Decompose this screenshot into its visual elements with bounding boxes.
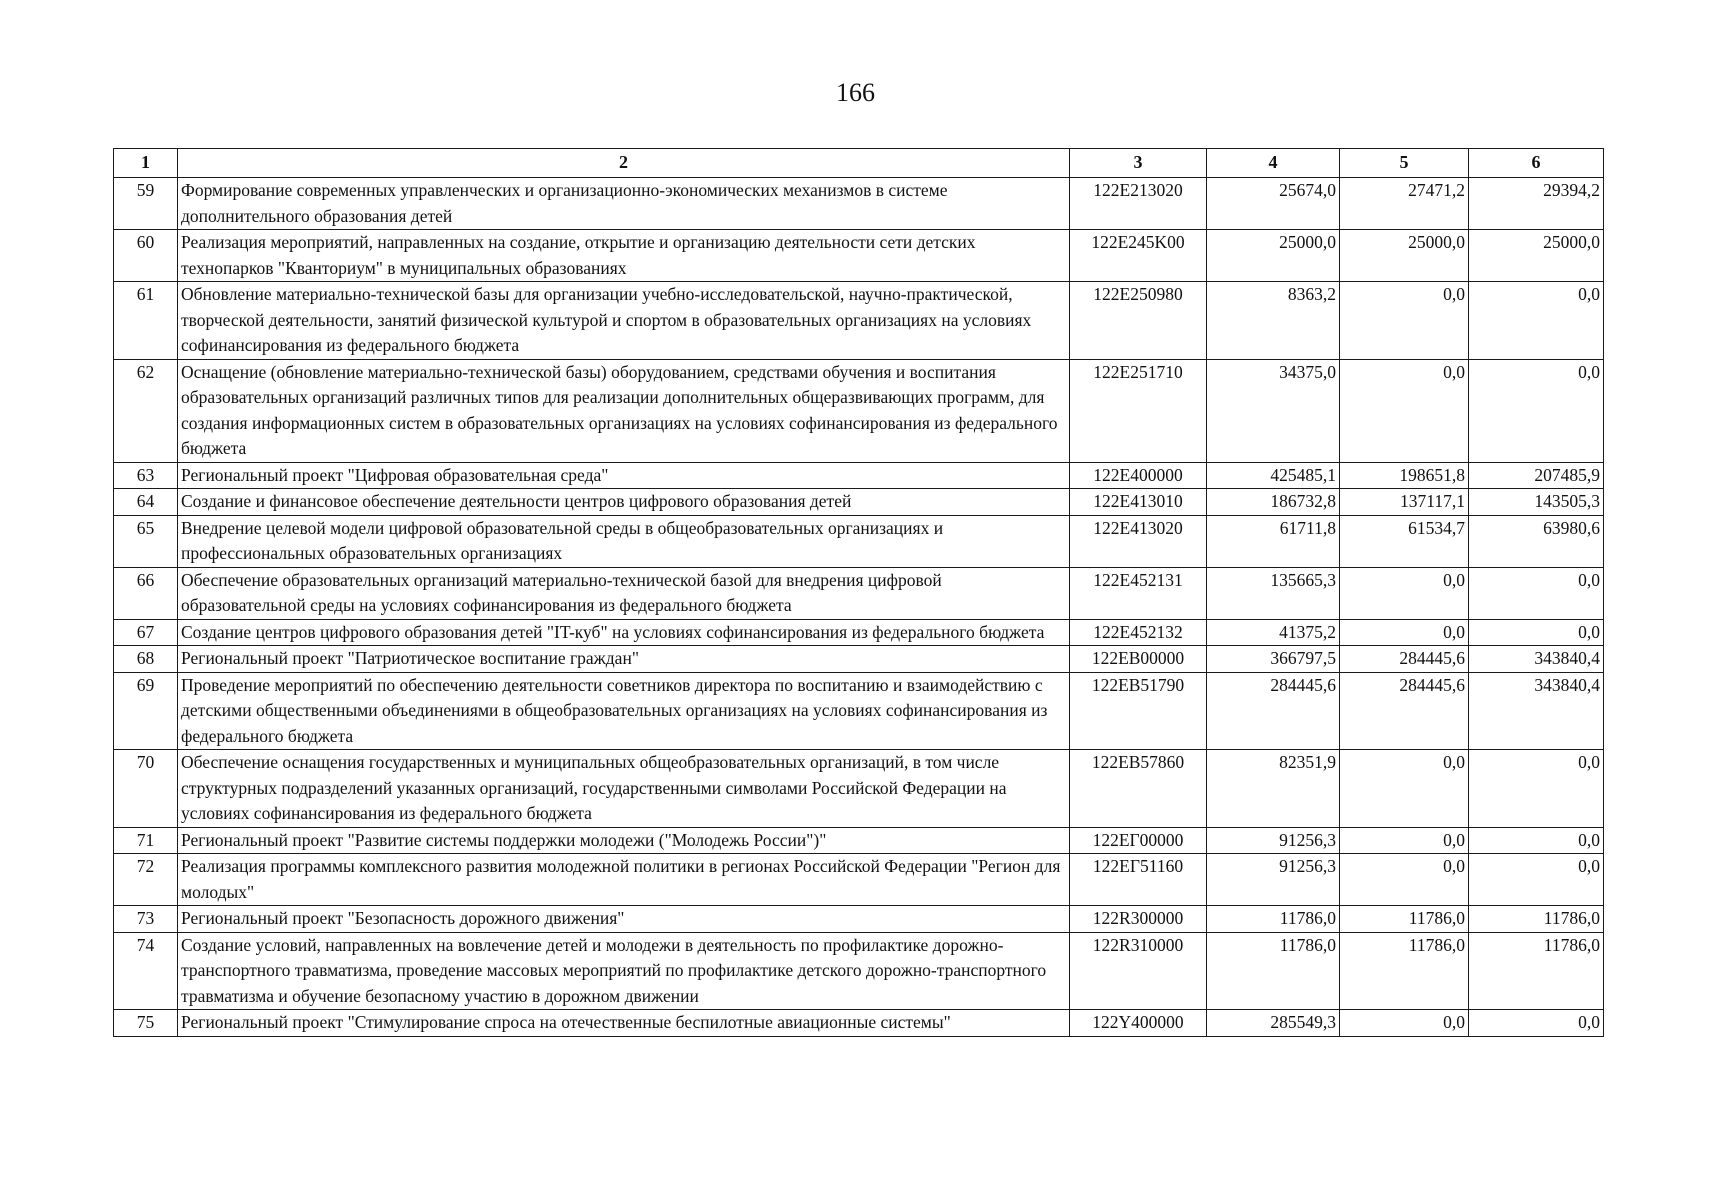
row-value-col6: 143505,3 <box>1469 489 1604 516</box>
row-number: 74 <box>114 932 178 1010</box>
row-number: 71 <box>114 827 178 854</box>
row-description: Региональный проект "Цифровая образовательная среда" <box>178 462 1070 489</box>
row-value-col6: 63980,6 <box>1469 515 1604 567</box>
row-value-col5: 0,0 <box>1340 359 1469 462</box>
row-value-col5: 198651,8 <box>1340 462 1469 489</box>
row-number: 73 <box>114 906 178 933</box>
row-value-col6: 0,0 <box>1469 359 1604 462</box>
row-value-col5: 0,0 <box>1340 854 1469 906</box>
row-value-col4: 284445,6 <box>1207 672 1340 750</box>
row-code: 122EB57860 <box>1070 750 1207 828</box>
row-value-col6: 29394,2 <box>1469 178 1604 230</box>
row-value-col4: 25000,0 <box>1207 230 1340 282</box>
row-code: 122EГ51160 <box>1070 854 1207 906</box>
header-col-6: 6 <box>1469 149 1604 178</box>
table-row <box>114 750 1604 828</box>
row-description: Обновление материально-технической базы для организации учебно-исследовательской, научно-практической, творческой деятельности, занятий физической культурой и спортом в образовательных организациях на условиях софинансирования из федерального бюджета <box>178 282 1070 360</box>
row-value-col6: 0,0 <box>1469 854 1604 906</box>
row-value-col6: 0,0 <box>1469 567 1604 619</box>
row-value-col6: 11786,0 <box>1469 906 1604 933</box>
table-row <box>114 489 1604 516</box>
header-row <box>114 149 1604 178</box>
table-row <box>114 672 1604 750</box>
row-number: 66 <box>114 567 178 619</box>
row-description: Внедрение целевой модели цифровой образовательной среды в общеобразовательных организациях и профессиональных образовательных организациях <box>178 515 1070 567</box>
row-value-col6: 25000,0 <box>1469 230 1604 282</box>
row-value-col5: 137117,1 <box>1340 489 1469 516</box>
row-number: 75 <box>114 1010 178 1037</box>
row-value-col5: 0,0 <box>1340 827 1469 854</box>
row-description: Формирование современных управленческих и организационно-экономических механизмов в системе дополнительного образования детей <box>178 178 1070 230</box>
row-code: 122E452131 <box>1070 567 1207 619</box>
row-value-col5: 0,0 <box>1340 282 1469 360</box>
table-header <box>114 149 1604 178</box>
table-row <box>114 932 1604 1010</box>
row-value-col5: 284445,6 <box>1340 646 1469 673</box>
row-number: 69 <box>114 672 178 750</box>
header-col-2: 2 <box>178 149 1070 178</box>
row-code: 122E452132 <box>1070 619 1207 646</box>
header-col-3: 3 <box>1070 149 1207 178</box>
row-number: 61 <box>114 282 178 360</box>
row-number: 59 <box>114 178 178 230</box>
row-description: Обеспечение оснащения государственных и муниципальных общеобразовательных организаций, в том числе структурных подразделений указанных организаций, государственными символами Российской Федерации на условиях софинансирования из федерального бюджета <box>178 750 1070 828</box>
table-row <box>114 1010 1604 1037</box>
row-description: Создание условий, направленных на вовлечение детей и молодежи в деятельность по профилактике дорожно-транспортного травматизма, проведение массовых мероприятий по профилактике детского дорожно-транспортного травматизма и обучение безопасному участию в дорожном движении <box>178 932 1070 1010</box>
row-number: 70 <box>114 750 178 828</box>
row-value-col6: 0,0 <box>1469 750 1604 828</box>
row-code: 122R300000 <box>1070 906 1207 933</box>
row-code: 122EB51790 <box>1070 672 1207 750</box>
row-code: 122EГ00000 <box>1070 827 1207 854</box>
table-row <box>114 906 1604 933</box>
row-value-col4: 11786,0 <box>1207 906 1340 933</box>
row-code: 122E213020 <box>1070 178 1207 230</box>
row-description: Создание центров цифрового образования детей "IT-куб" на условиях софинансирования из федерального бюджета <box>178 619 1070 646</box>
row-number: 64 <box>114 489 178 516</box>
row-value-col6: 0,0 <box>1469 1010 1604 1037</box>
row-value-col5: 61534,7 <box>1340 515 1469 567</box>
row-value-col4: 91256,3 <box>1207 827 1340 854</box>
table-row <box>114 359 1604 462</box>
row-description: Региональный проект "Патриотическое воспитание граждан" <box>178 646 1070 673</box>
row-code: 122E413010 <box>1070 489 1207 516</box>
row-value-col5: 0,0 <box>1340 567 1469 619</box>
row-value-col4: 135665,3 <box>1207 567 1340 619</box>
row-value-col6: 11786,0 <box>1469 932 1604 1010</box>
table-row <box>114 619 1604 646</box>
row-value-col4: 8363,2 <box>1207 282 1340 360</box>
row-value-col4: 285549,3 <box>1207 1010 1340 1037</box>
row-description: Оснащение (обновление материально-технической базы) оборудованием, средствами обучения и воспитания образовательных организаций различных типов для реализации дополнительных общеразвивающих программ, для создания информационных систем в образовательных организациях на условиях софинансирования из федерального бюджета <box>178 359 1070 462</box>
row-number: 62 <box>114 359 178 462</box>
header-col-1: 1 <box>114 149 178 178</box>
header-col-4: 4 <box>1207 149 1340 178</box>
budget-table <box>113 148 1604 1037</box>
row-value-col5: 27471,2 <box>1340 178 1469 230</box>
row-value-col6: 0,0 <box>1469 282 1604 360</box>
row-value-col4: 366797,5 <box>1207 646 1340 673</box>
row-description: Реализация программы комплексного развития молодежной политики в регионах Российской Федерации "Регион для молодых" <box>178 854 1070 906</box>
row-value-col5: 11786,0 <box>1340 906 1469 933</box>
row-description: Региональный проект "Стимулирование спроса на отечественные беспилотные авиационные системы" <box>178 1010 1070 1037</box>
row-code: 122Y400000 <box>1070 1010 1207 1037</box>
table-row <box>114 827 1604 854</box>
row-value-col4: 25674,0 <box>1207 178 1340 230</box>
row-description: Региональный проект "Развитие системы поддержки молодежи ("Молодежь России")" <box>178 827 1070 854</box>
table-row <box>114 282 1604 360</box>
row-value-col5: 11786,0 <box>1340 932 1469 1010</box>
row-code: 122R310000 <box>1070 932 1207 1010</box>
row-description: Обеспечение образовательных организаций материально-технической базой для внедрения цифровой образовательной среды на условиях софинансирования из федерального бюджета <box>178 567 1070 619</box>
row-value-col4: 11786,0 <box>1207 932 1340 1010</box>
row-value-col5: 0,0 <box>1340 750 1469 828</box>
row-code: 122EB00000 <box>1070 646 1207 673</box>
row-value-col4: 41375,2 <box>1207 619 1340 646</box>
row-value-col6: 343840,4 <box>1469 672 1604 750</box>
row-description: Реализация мероприятий, направленных на создание, открытие и организацию деятельности сети детских технопарков "Кванториум" в муниципальных образованиях <box>178 230 1070 282</box>
row-code: 122E400000 <box>1070 462 1207 489</box>
row-value-col6: 207485,9 <box>1469 462 1604 489</box>
row-value-col4: 34375,0 <box>1207 359 1340 462</box>
row-code: 122E251710 <box>1070 359 1207 462</box>
row-code: 122E250980 <box>1070 282 1207 360</box>
row-value-col4: 425485,1 <box>1207 462 1340 489</box>
row-value-col4: 61711,8 <box>1207 515 1340 567</box>
row-number: 63 <box>114 462 178 489</box>
header-col-5: 5 <box>1340 149 1469 178</box>
row-number: 60 <box>114 230 178 282</box>
table-body <box>114 178 1604 1037</box>
row-value-col5: 25000,0 <box>1340 230 1469 282</box>
page-number: 166 <box>836 78 875 107</box>
row-value-col6: 0,0 <box>1469 619 1604 646</box>
row-number: 65 <box>114 515 178 567</box>
row-value-col5: 284445,6 <box>1340 672 1469 750</box>
table-row <box>114 646 1604 673</box>
row-description: Проведение мероприятий по обеспечению деятельности советников директора по воспитанию и взаимодействию с детскими общественными объединениями в общеобразовательных организациях на условиях софинансирования из федерального бюджета <box>178 672 1070 750</box>
row-code: 122E413020 <box>1070 515 1207 567</box>
row-value-col5: 0,0 <box>1340 1010 1469 1037</box>
row-value-col4: 91256,3 <box>1207 854 1340 906</box>
row-value-col6: 0,0 <box>1469 827 1604 854</box>
row-code: 122E245K00 <box>1070 230 1207 282</box>
row-description: Региональный проект "Безопасность дорожного движения" <box>178 906 1070 933</box>
row-number: 72 <box>114 854 178 906</box>
row-number: 67 <box>114 619 178 646</box>
table-row <box>114 854 1604 906</box>
table-row <box>114 567 1604 619</box>
row-number: 68 <box>114 646 178 673</box>
row-value-col4: 82351,9 <box>1207 750 1340 828</box>
table-row <box>114 515 1604 567</box>
table-row <box>114 230 1604 282</box>
row-value-col6: 343840,4 <box>1469 646 1604 673</box>
table-row <box>114 462 1604 489</box>
row-description: Создание и финансовое обеспечение деятельности центров цифрового образования детей <box>178 489 1070 516</box>
row-value-col4: 186732,8 <box>1207 489 1340 516</box>
row-value-col5: 0,0 <box>1340 619 1469 646</box>
table-row <box>114 178 1604 230</box>
